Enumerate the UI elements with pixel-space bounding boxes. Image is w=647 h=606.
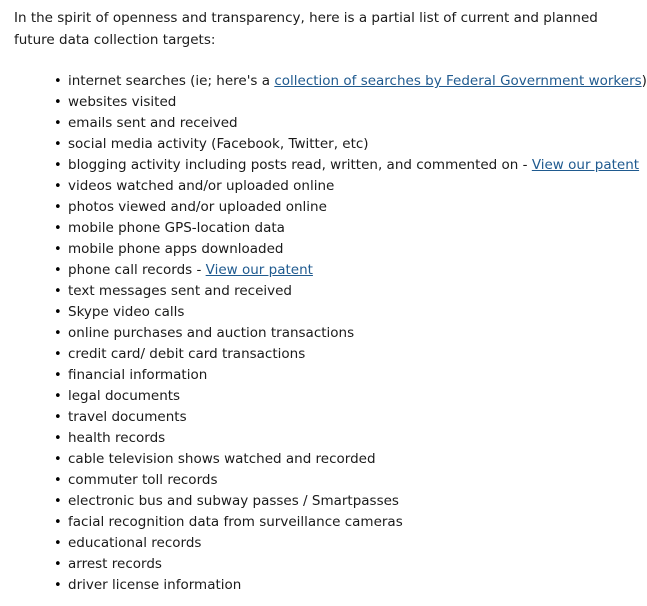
intro-paragraph: In the spirit of openness and transparency, here is a partial list of current and planned future data collection targets:: [14, 10, 598, 48]
bullet-icon: •: [54, 431, 62, 446]
bullet-icon: •: [54, 116, 62, 131]
list-item-text: electronic bus and subway passes / Smartpasses: [68, 493, 399, 509]
list-item: [54, 71, 646, 92]
list-item-text: commuter toll records: [68, 472, 218, 488]
bullet-icon: •: [54, 179, 62, 194]
list-item-text: photos viewed and/or uploaded online: [68, 199, 327, 215]
list-item: [54, 386, 646, 407]
list-item: [54, 449, 646, 470]
list-item-text: text messages sent and received: [68, 283, 293, 299]
list-item: [54, 470, 646, 491]
list-item: [54, 155, 646, 176]
list-item-text: emails sent and received: [68, 115, 238, 131]
list-item-link[interactable]: View our patent: [531, 157, 640, 173]
list-item-text: cable television shows watched and recorded: [68, 451, 376, 467]
list-item-text: driver license information: [68, 577, 242, 593]
list-item: [54, 365, 646, 386]
list-item: [54, 281, 646, 302]
list-item: [54, 239, 646, 260]
list-item: [54, 92, 646, 113]
bullet-icon: •: [54, 368, 62, 383]
list-item: [54, 134, 646, 155]
bullet-icon: •: [54, 242, 62, 257]
bullet-icon: •: [54, 326, 62, 341]
list-item: [54, 512, 646, 533]
bullet-icon: •: [54, 263, 62, 278]
bullet-icon: •: [54, 494, 62, 509]
list-item: [54, 491, 646, 512]
list-item-text: arrest records: [68, 556, 162, 572]
bullet-icon: •: [54, 347, 62, 362]
bullet-icon: •: [54, 578, 62, 593]
list-item: [54, 407, 646, 428]
bullet-icon: •: [54, 158, 62, 173]
list-item-text: financial information: [68, 367, 208, 383]
bullet-icon: •: [54, 200, 62, 215]
list-item-text: travel documents: [68, 409, 187, 425]
bullet-icon: •: [54, 305, 62, 320]
list-item-text: credit card/ debit card transactions: [68, 346, 306, 362]
data-collection-list: [14, 71, 646, 596]
list-item: [54, 323, 646, 344]
list-item: [54, 428, 646, 449]
list-item-text: mobile phone apps downloaded: [68, 241, 284, 257]
list-item: [54, 113, 646, 134]
list-item: [54, 344, 646, 365]
list-item: [54, 260, 646, 281]
bullet-icon: •: [54, 95, 62, 110]
list-item: [54, 302, 646, 323]
list-item: [54, 197, 646, 218]
list-item-text: phone call records -: [68, 262, 206, 278]
list-item-text: facial recognition data from surveillance cameras: [68, 514, 403, 530]
list-item-text: health records: [68, 430, 166, 446]
list-item-text: online purchases and auction transactions: [68, 325, 355, 341]
list-item: [54, 176, 646, 197]
bullet-icon: •: [54, 452, 62, 467]
bullet-icon: •: [54, 74, 62, 89]
list-item-text: internet searches (ie; here's a: [68, 73, 275, 89]
list-item-link[interactable]: View our patent: [205, 262, 313, 278]
list-item: [54, 218, 646, 239]
list-item-link[interactable]: collection of searches by Federal Government workers: [274, 73, 642, 89]
bullet-icon: •: [54, 137, 62, 152]
list-item-text: videos watched and/or uploaded online: [68, 178, 335, 194]
list-item-text-suffix: ): [641, 73, 647, 89]
bullet-icon: •: [54, 536, 62, 551]
list-item-text: educational records: [68, 535, 202, 551]
list-item: [54, 554, 646, 575]
list-item: [54, 533, 646, 554]
list-item-text: blogging activity including posts read, written, and commented on -: [68, 157, 532, 173]
bullet-icon: •: [54, 389, 62, 404]
bullet-icon: •: [54, 410, 62, 425]
list-item-text: Skype video calls: [68, 304, 185, 320]
list-item: [54, 575, 646, 596]
bullet-icon: •: [54, 284, 62, 299]
bullet-icon: •: [54, 557, 62, 572]
list-item-text: legal documents: [68, 388, 181, 404]
bullet-icon: •: [54, 221, 62, 236]
bullet-icon: •: [54, 515, 62, 530]
list-item-text: mobile phone GPS-location data: [68, 220, 285, 236]
list-item-text: websites visited: [68, 94, 177, 110]
list-item-text: social media activity (Facebook, Twitter, etc): [68, 136, 369, 152]
bullet-icon: •: [54, 473, 62, 488]
